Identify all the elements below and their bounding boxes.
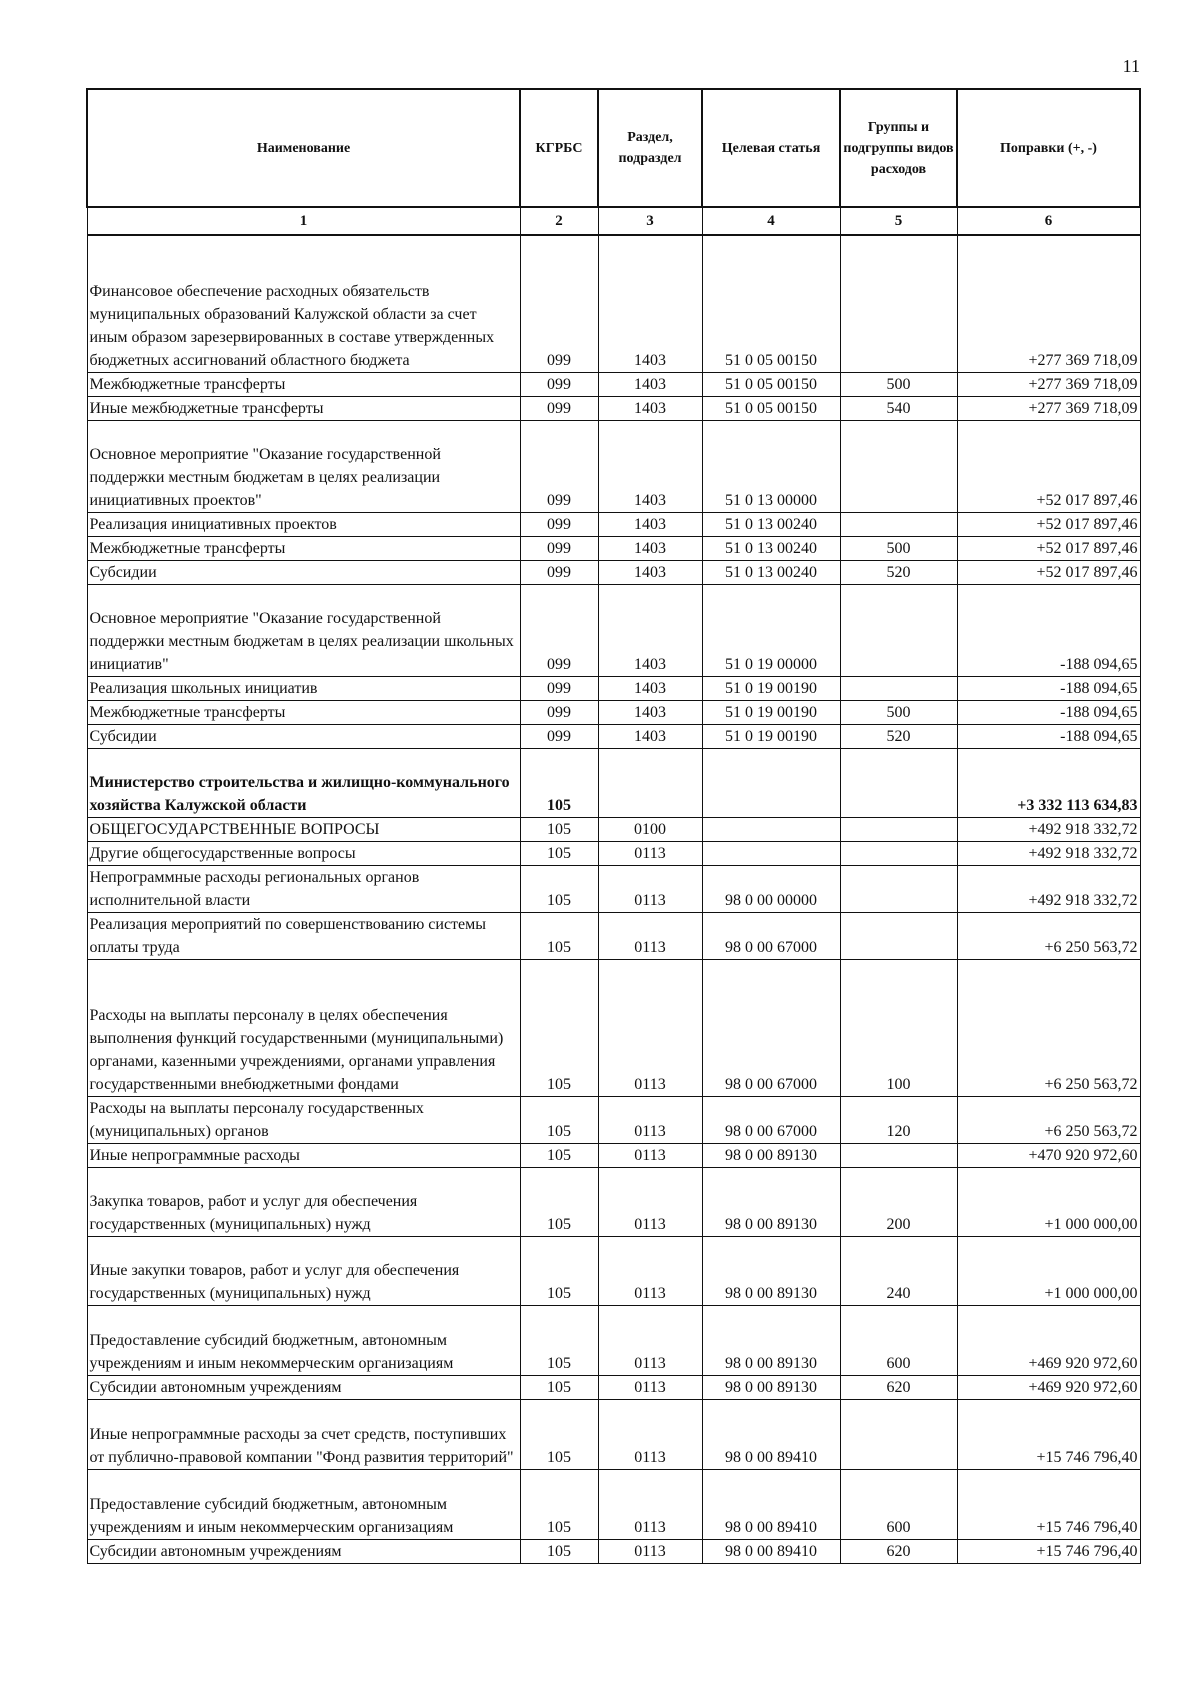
table-row <box>87 842 1140 866</box>
row-name: Иные непрограммные расходы за счет средств, поступивших от публично-правовой компании "Фонд развития территорий" <box>87 1400 520 1470</box>
row-expense-type: 520 <box>840 561 957 585</box>
row-amendment: +469 920 972,60 <box>957 1376 1140 1400</box>
table-row <box>87 1097 1140 1144</box>
row-section: 0113 <box>598 1168 702 1237</box>
table-body <box>87 235 1140 1564</box>
row-kgrbs: 105 <box>520 749 598 818</box>
row-target-article: 98 0 00 67000 <box>702 1097 840 1144</box>
row-kgrbs: 105 <box>520 960 598 1097</box>
table-row <box>87 677 1140 701</box>
row-target-article <box>702 842 840 866</box>
row-name: Закупка товаров, работ и услуг для обеспечения государственных (муниципальных) нужд <box>87 1168 520 1237</box>
row-section: 0113 <box>598 842 702 866</box>
row-name: ОБЩЕГОСУДАРСТВЕННЫЕ ВОПРОСЫ <box>87 818 520 842</box>
row-amendment: +52 017 897,46 <box>957 513 1140 537</box>
budget-amendments-table <box>86 88 1141 1564</box>
row-name: Предоставление субсидий бюджетным, автономным учреждениям и иным некоммерческим организациям <box>87 1470 520 1540</box>
row-section: 0113 <box>598 1470 702 1540</box>
row-expense-type <box>840 749 957 818</box>
row-target-article: 98 0 00 89130 <box>702 1144 840 1168</box>
row-name: Непрограммные расходы региональных органов исполнительной власти <box>87 866 520 913</box>
column-number: 5 <box>840 207 957 235</box>
column-number: 4 <box>702 207 840 235</box>
row-name: Реализация инициативных проектов <box>87 513 520 537</box>
row-amendment: +6 250 563,72 <box>957 913 1140 960</box>
header-name: Наименование <box>87 89 520 207</box>
row-target-article <box>702 818 840 842</box>
row-expense-type: 620 <box>840 1540 957 1564</box>
row-name: Расходы на выплаты персоналу в целях обеспечения выполнения функций государственными (муниципальными) органами, казенными учреждениями, органами управления государственными внебюджетными фондами <box>87 960 520 1097</box>
table-row <box>87 513 1140 537</box>
row-kgrbs: 105 <box>520 1168 598 1237</box>
row-name: Субсидии автономным учреждениям <box>87 1540 520 1564</box>
row-kgrbs: 099 <box>520 701 598 725</box>
table-row <box>87 1540 1140 1564</box>
row-expense-type: 500 <box>840 537 957 561</box>
row-name: Другие общегосударственные вопросы <box>87 842 520 866</box>
row-name: Основное мероприятие "Оказание государственной поддержки местным бюджетам в целях реализации школьных инициатив" <box>87 585 520 677</box>
header-row <box>87 89 1140 207</box>
row-name: Финансовое обеспечение расходных обязательств муниципальных образований Калужской области за счет иным образом зарезервированных в составе утвержденных бюджетных ассигнований областного бюджета <box>87 235 520 373</box>
header-target-article: Целевая статья <box>702 89 840 207</box>
row-amendment: +492 918 332,72 <box>957 842 1140 866</box>
row-expense-type <box>840 585 957 677</box>
row-target-article: 51 0 05 00150 <box>702 235 840 373</box>
page-number: 11 <box>1122 56 1140 76</box>
row-expense-type: 500 <box>840 701 957 725</box>
row-section: 0113 <box>598 960 702 1097</box>
row-expense-type <box>840 1400 957 1470</box>
row-name: Иные непрограммные расходы <box>87 1144 520 1168</box>
row-amendment: +277 369 718,09 <box>957 373 1140 397</box>
row-section: 0113 <box>598 1237 702 1306</box>
row-amendment: -188 094,65 <box>957 677 1140 701</box>
row-kgrbs: 105 <box>520 1144 598 1168</box>
row-kgrbs: 105 <box>520 842 598 866</box>
row-section: 1403 <box>598 701 702 725</box>
row-amendment: +6 250 563,72 <box>957 1097 1140 1144</box>
row-amendment: +3 332 113 634,83 <box>957 749 1140 818</box>
table-row <box>87 1470 1140 1540</box>
row-section: 0113 <box>598 1144 702 1168</box>
column-number: 1 <box>87 207 520 235</box>
row-expense-type <box>840 513 957 537</box>
budget-amendments-table-container <box>86 88 1139 1564</box>
row-target-article: 98 0 00 67000 <box>702 913 840 960</box>
row-section: 0113 <box>598 913 702 960</box>
row-kgrbs: 105 <box>520 1540 598 1564</box>
table-row <box>87 421 1140 513</box>
row-amendment: +492 918 332,72 <box>957 866 1140 913</box>
table-row <box>87 235 1140 373</box>
row-name: Реализация школьных инициатив <box>87 677 520 701</box>
row-name: Расходы на выплаты персоналу государственных (муниципальных) органов <box>87 1097 520 1144</box>
row-name: Межбюджетные трансферты <box>87 701 520 725</box>
row-section: 1403 <box>598 561 702 585</box>
row-section: 0113 <box>598 1097 702 1144</box>
row-amendment: -188 094,65 <box>957 725 1140 749</box>
row-expense-type: 520 <box>840 725 957 749</box>
row-target-article: 98 0 00 89130 <box>702 1237 840 1306</box>
column-number: 6 <box>957 207 1140 235</box>
table-row <box>87 585 1140 677</box>
table-row <box>87 1376 1140 1400</box>
row-section: 1403 <box>598 397 702 421</box>
row-name: Субсидии автономным учреждениям <box>87 1376 520 1400</box>
row-amendment: +277 369 718,09 <box>957 235 1140 373</box>
row-amendment: +1 000 000,00 <box>957 1237 1140 1306</box>
column-numbers-row <box>87 207 1140 235</box>
row-amendment: +277 369 718,09 <box>957 397 1140 421</box>
row-kgrbs: 099 <box>520 373 598 397</box>
column-number: 2 <box>520 207 598 235</box>
row-target-article: 51 0 19 00190 <box>702 701 840 725</box>
row-expense-type <box>840 842 957 866</box>
row-expense-type <box>840 818 957 842</box>
row-expense-type <box>840 866 957 913</box>
row-section: 1403 <box>598 513 702 537</box>
row-expense-type: 120 <box>840 1097 957 1144</box>
row-name: Межбюджетные трансферты <box>87 373 520 397</box>
row-section <box>598 749 702 818</box>
table-row <box>87 1400 1140 1470</box>
row-section: 1403 <box>598 537 702 561</box>
row-section: 0113 <box>598 866 702 913</box>
table-row <box>87 1144 1140 1168</box>
row-target-article: 98 0 00 89410 <box>702 1400 840 1470</box>
row-kgrbs: 105 <box>520 1376 598 1400</box>
row-expense-type <box>840 677 957 701</box>
table-row <box>87 1237 1140 1306</box>
row-expense-type: 200 <box>840 1168 957 1237</box>
row-target-article: 51 0 13 00240 <box>702 537 840 561</box>
row-expense-type: 600 <box>840 1306 957 1376</box>
row-kgrbs: 099 <box>520 513 598 537</box>
row-target-article: 98 0 00 89410 <box>702 1470 840 1540</box>
row-target-article: 51 0 19 00190 <box>702 677 840 701</box>
row-name: Межбюджетные трансферты <box>87 537 520 561</box>
table-row <box>87 701 1140 725</box>
row-amendment: +469 920 972,60 <box>957 1306 1140 1376</box>
row-name: Министерство строительства и жилищно-коммунального хозяйства Калужской области <box>87 749 520 818</box>
row-target-article: 51 0 05 00150 <box>702 397 840 421</box>
row-target-article: 98 0 00 89410 <box>702 1540 840 1564</box>
row-target-article: 98 0 00 89130 <box>702 1376 840 1400</box>
header-section: Раздел, подраздел <box>598 89 702 207</box>
row-kgrbs: 099 <box>520 677 598 701</box>
table-row <box>87 373 1140 397</box>
row-target-article: 98 0 00 67000 <box>702 960 840 1097</box>
row-target-article: 51 0 19 00190 <box>702 725 840 749</box>
row-expense-type: 600 <box>840 1470 957 1540</box>
table-row <box>87 725 1140 749</box>
table-row <box>87 397 1140 421</box>
row-section: 1403 <box>598 677 702 701</box>
row-amendment: +15 746 796,40 <box>957 1470 1140 1540</box>
row-kgrbs: 105 <box>520 913 598 960</box>
row-amendment: +15 746 796,40 <box>957 1400 1140 1470</box>
row-kgrbs: 099 <box>520 235 598 373</box>
row-amendment: +52 017 897,46 <box>957 421 1140 513</box>
row-kgrbs: 099 <box>520 421 598 513</box>
row-section: 0100 <box>598 818 702 842</box>
row-kgrbs: 105 <box>520 1400 598 1470</box>
row-amendment: +470 920 972,60 <box>957 1144 1140 1168</box>
row-expense-type: 500 <box>840 373 957 397</box>
row-name: Основное мероприятие "Оказание государственной поддержки местным бюджетам в целях реализации инициативных проектов" <box>87 421 520 513</box>
header-expense-type: Группы и подгруппы видов расходов <box>840 89 957 207</box>
row-kgrbs: 099 <box>520 397 598 421</box>
row-amendment: +52 017 897,46 <box>957 561 1140 585</box>
row-kgrbs: 105 <box>520 1470 598 1540</box>
row-section: 1403 <box>598 421 702 513</box>
row-target-article: 51 0 13 00240 <box>702 561 840 585</box>
table-row <box>87 1306 1140 1376</box>
row-section: 0113 <box>598 1540 702 1564</box>
row-expense-type: 620 <box>840 1376 957 1400</box>
table-row <box>87 960 1140 1097</box>
row-expense-type <box>840 913 957 960</box>
row-target-article: 98 0 00 89130 <box>702 1168 840 1237</box>
row-amendment: +1 000 000,00 <box>957 1168 1140 1237</box>
row-amendment: -188 094,65 <box>957 585 1140 677</box>
row-expense-type: 540 <box>840 397 957 421</box>
table-row <box>87 818 1140 842</box>
column-number: 3 <box>598 207 702 235</box>
table-row <box>87 1168 1140 1237</box>
row-expense-type <box>840 421 957 513</box>
table-row <box>87 749 1140 818</box>
row-section: 1403 <box>598 725 702 749</box>
row-kgrbs: 105 <box>520 818 598 842</box>
row-kgrbs: 105 <box>520 1097 598 1144</box>
row-amendment: -188 094,65 <box>957 701 1140 725</box>
row-expense-type <box>840 235 957 373</box>
row-amendment: +15 746 796,40 <box>957 1540 1140 1564</box>
table-row <box>87 537 1140 561</box>
row-name: Реализация мероприятий по совершенствованию системы оплаты труда <box>87 913 520 960</box>
row-section: 0113 <box>598 1400 702 1470</box>
row-kgrbs: 105 <box>520 1306 598 1376</box>
table-row <box>87 913 1140 960</box>
row-section: 1403 <box>598 373 702 397</box>
row-section: 1403 <box>598 235 702 373</box>
row-name: Иные закупки товаров, работ и услуг для обеспечения государственных (муниципальных) нужд <box>87 1237 520 1306</box>
row-target-article: 51 0 05 00150 <box>702 373 840 397</box>
row-kgrbs: 105 <box>520 866 598 913</box>
table-row <box>87 866 1140 913</box>
header-kgrbs: КГРБС <box>520 89 598 207</box>
row-name: Субсидии <box>87 725 520 749</box>
row-expense-type <box>840 1144 957 1168</box>
row-name: Предоставление субсидий бюджетным, автономным учреждениям и иным некоммерческим организациям <box>87 1306 520 1376</box>
row-name: Иные межбюджетные трансферты <box>87 397 520 421</box>
row-kgrbs: 105 <box>520 1237 598 1306</box>
row-amendment: +52 017 897,46 <box>957 537 1140 561</box>
row-amendment: +6 250 563,72 <box>957 960 1140 1097</box>
row-expense-type: 100 <box>840 960 957 1097</box>
row-kgrbs: 099 <box>520 561 598 585</box>
row-kgrbs: 099 <box>520 585 598 677</box>
row-amendment: +492 918 332,72 <box>957 818 1140 842</box>
row-target-article <box>702 749 840 818</box>
row-target-article: 51 0 13 00000 <box>702 421 840 513</box>
row-target-article: 98 0 00 89130 <box>702 1306 840 1376</box>
row-target-article: 98 0 00 00000 <box>702 866 840 913</box>
row-target-article: 51 0 13 00240 <box>702 513 840 537</box>
row-kgrbs: 099 <box>520 725 598 749</box>
table-row <box>87 561 1140 585</box>
row-section: 0113 <box>598 1376 702 1400</box>
row-expense-type: 240 <box>840 1237 957 1306</box>
header-amendments: Поправки (+, -) <box>957 89 1140 207</box>
row-kgrbs: 099 <box>520 537 598 561</box>
row-section: 1403 <box>598 585 702 677</box>
row-name: Субсидии <box>87 561 520 585</box>
row-target-article: 51 0 19 00000 <box>702 585 840 677</box>
row-section: 0113 <box>598 1306 702 1376</box>
